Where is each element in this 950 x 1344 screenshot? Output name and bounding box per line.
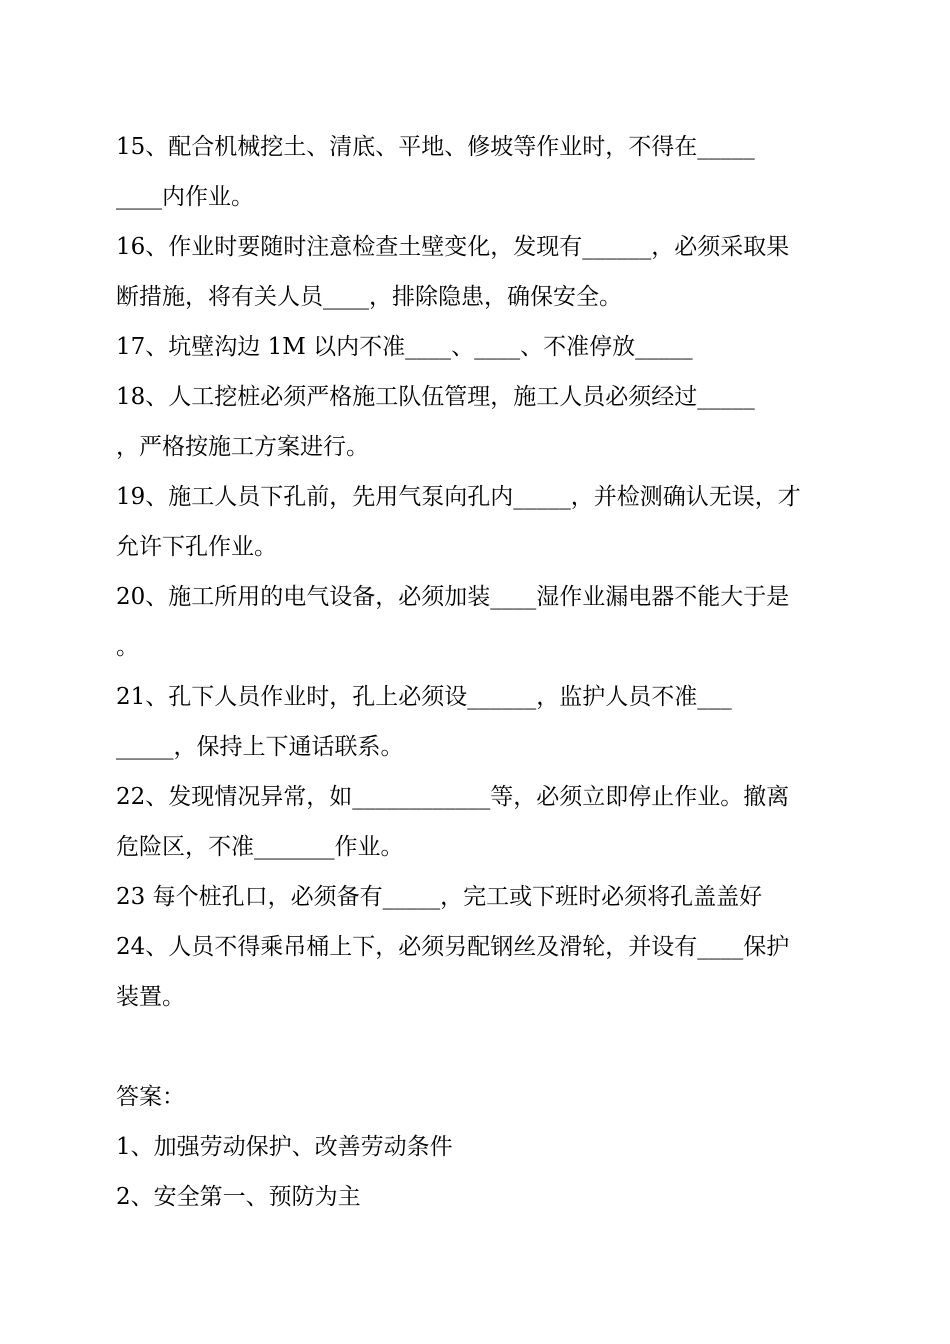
question-line: 15、配合机械挖土、清底、平地、修坡等作业时，不得在_____ (116, 134, 755, 160)
question-24 (116, 922, 840, 1022)
answers-section (116, 1072, 840, 1222)
question-line: ，严格按施工方案进行。 (116, 434, 369, 460)
answer-item: 1、加强劳动保护、改善劳动条件 (116, 1134, 453, 1160)
question-line: 17、坑壁沟边 1M 以内不准____、____、不准停放_____ (116, 334, 693, 360)
document-page (116, 122, 840, 1222)
blank-line (116, 1022, 840, 1072)
question-line: 21、孔下人员作业时，孔上必须设______，监护人员不准___ (116, 684, 732, 710)
question-17 (116, 322, 840, 372)
question-line: 装置。 (116, 984, 185, 1010)
question-line: 16、作业时要随时注意检查土壁变化，发现有______，必须采取果 (116, 234, 790, 260)
question-line: 危险区，不准_______作业。 (116, 834, 404, 860)
question-line: 允许下孔作业。 (116, 534, 277, 560)
question-20 (116, 572, 840, 672)
answer-item: 2、安全第一、预防为主 (116, 1184, 361, 1210)
question-line: 22、发现情况异常，如____________等，必须立即停止作业。撤离 (116, 784, 790, 810)
question-line: ____内作业。 (116, 184, 254, 210)
question-23 (116, 872, 840, 922)
question-line: 24、人员不得乘吊桶上下，必须另配钢丝及滑轮，并设有____保护 (116, 934, 790, 960)
question-18 (116, 372, 840, 472)
question-line: 23 每个桩孔口，必须备有_____，完工或下班时必须将孔盖盖好 (116, 884, 763, 910)
question-line: _____，保持上下通话联系。 (116, 734, 404, 760)
answers-heading: 答案： (116, 1084, 185, 1110)
question-16 (116, 222, 840, 322)
question-line: 18、人工挖桩必须严格施工队伍管理，施工人员必须经过_____ (116, 384, 755, 410)
question-15 (116, 122, 840, 222)
question-19 (116, 472, 840, 572)
question-line: 19、施工人员下孔前，先用气泵向孔内_____，并检测确认无误，才 (116, 484, 801, 510)
question-22 (116, 772, 840, 872)
question-line: 20、施工所用的电气设备，必须加装____湿作业漏电器不能大于是 (116, 584, 790, 610)
question-line: 。 (116, 634, 139, 660)
question-21 (116, 672, 840, 772)
question-line: 断措施，将有关人员____，排除隐患，确保安全。 (116, 284, 622, 310)
